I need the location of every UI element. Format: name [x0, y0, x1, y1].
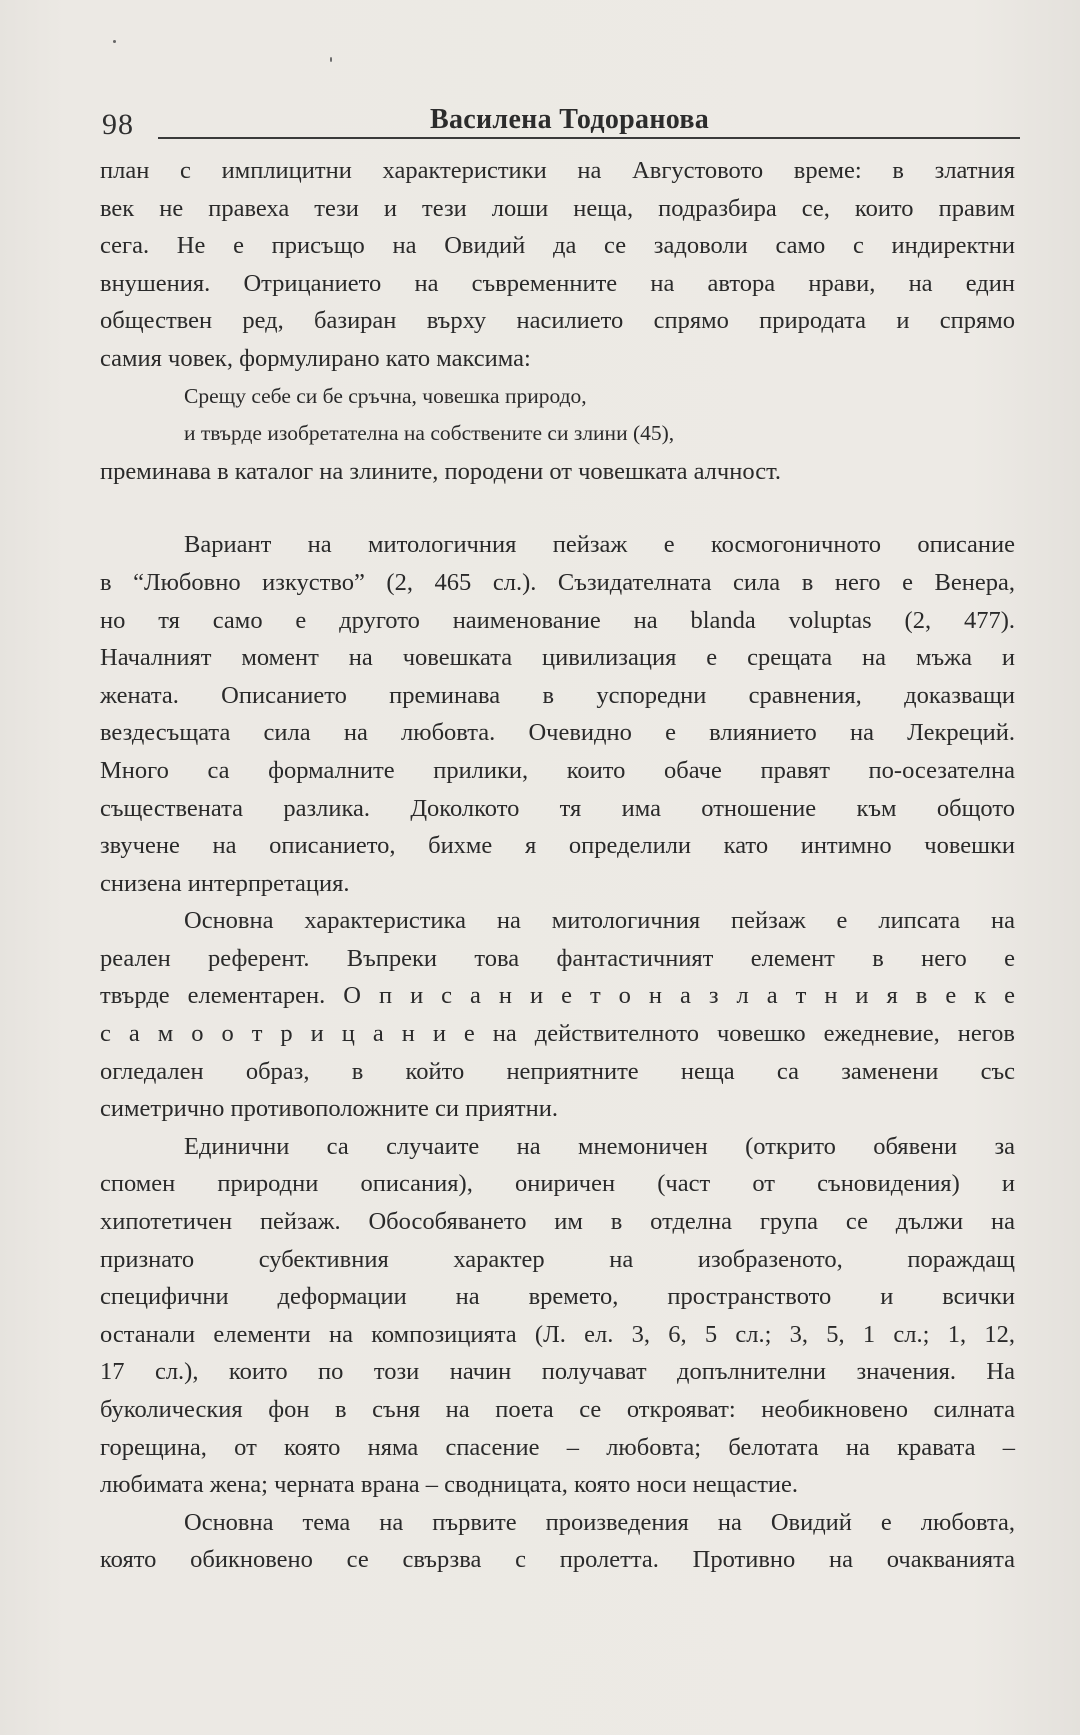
- text-line: сега. Не е присъщо на Овидий да се задоволи само с индиректни: [100, 232, 1015, 260]
- text-line: век не правеха тези и тези лоши неща, подразбира се, които правим: [100, 194, 1015, 222]
- text-line: обществен ред, базиран върху насилието спрямо природата и спрямо: [100, 307, 1015, 335]
- text-line: план с имплицитни характеристики на Августовото време: в златния: [100, 157, 1015, 184]
- print-speck: [113, 40, 116, 43]
- text-line: признато субективния характер на изобразеното, пораждащ: [100, 1245, 1015, 1273]
- text-line: звучене на описанието, бихме я определили като интимно човешки: [100, 832, 1015, 860]
- text-line: специфични деформации на времето, пространството и всички: [100, 1283, 1015, 1311]
- text-line: Основна тема на първите произведения на Овидий е любовта,: [184, 1508, 1015, 1536]
- print-speck: [330, 57, 332, 62]
- text-line: хипотетичен пейзаж. Обособяването им в отделна група се дължи на: [100, 1208, 1015, 1236]
- text-line: вездесъщата сила на любовта. Очевидно е влиянието на Лекреций.: [100, 719, 1015, 747]
- text-line: самия човек, формулирано като максима:: [100, 344, 531, 372]
- text-line: с а м о о т р и ц а н и е на действителното човешко ежедневие, негов: [100, 1020, 1015, 1048]
- header-rule: [158, 137, 1020, 139]
- text-line: Началният момент на човешката цивилизация е срещата на мъжа и: [100, 644, 1015, 672]
- text-line: Много са формалните прилики, които обаче правят по-осезателна: [100, 756, 1015, 784]
- body-text: [100, 152, 1015, 1579]
- text-line: 17 сл.), които по този начин получават допълнителни значения. На: [100, 1358, 1015, 1386]
- quote-line: Срещу себе си бе сръчна, човешка природо,: [184, 383, 587, 408]
- text-line: която обикновено се свързва с пролетта. Противно на очакванията: [100, 1546, 1015, 1574]
- running-head: Василена Тодоранова: [430, 104, 710, 135]
- text-line: в “Любовно изкуство” (2, 465 сл.). Съзидателната сила в него е Венера,: [100, 568, 1015, 596]
- text-line: Единични са случаите на мнемоничен (открито обявени за: [184, 1132, 1015, 1160]
- text-line: снизена интерпретация.: [100, 869, 350, 897]
- text-line: симетрично противоположните си приятни.: [100, 1095, 558, 1123]
- paragraph-gap: [100, 490, 1015, 526]
- text-line: Основна характеристика на митологичния пейзаж е липсата на: [184, 907, 1015, 935]
- text-line: буколическия фон в съня на поета се открояват: необикновено силната: [100, 1396, 1015, 1423]
- text-line: останали елементи на композицията (Л. ел. 3, 6, 5 сл.; 3, 5, 1 сл.; 1, 12,: [100, 1320, 1015, 1348]
- text-line: преминава в каталог на злините, породени от човешката алчност.: [100, 457, 782, 485]
- text-line: Вариант на митологичния пейзаж е космогоничното описание: [184, 531, 1015, 559]
- text-line: спомен природни описания), ониричен (част от съновидения) и: [100, 1170, 1015, 1198]
- text-line: съществената разлика. Доколкото тя има отношение към общото: [100, 794, 1015, 822]
- quote-line: и твърде изобретателна на собствените си злини (45),: [184, 421, 675, 446]
- page-number: 98: [102, 108, 134, 141]
- page-header: [100, 100, 1020, 140]
- text-line: огледален образ, в който неприятните неща са заменени със: [100, 1057, 1015, 1085]
- text-line: горещина, от която няма спасение – любовта; белотата на кравата –: [100, 1433, 1015, 1461]
- text-line: внушения. Отрицанието на съвременните на автора нрави, на един: [100, 269, 1015, 297]
- text-line: жената. Описанието преминава в успоредни сравнения, доказващи: [100, 681, 1015, 709]
- text-line: твърде елементарен. О п и с а н и е т о н а з л а т н и я в е к е: [100, 982, 1015, 1010]
- text-line: реален референт. Въпреки това фантастичният елемент в него е: [100, 944, 1015, 972]
- text-line: любимата жена; черната врана – сводницата, която носи нещастие.: [100, 1471, 799, 1499]
- text-line: но тя само е другото наименование на blanda voluptas (2, 477).: [100, 606, 1015, 634]
